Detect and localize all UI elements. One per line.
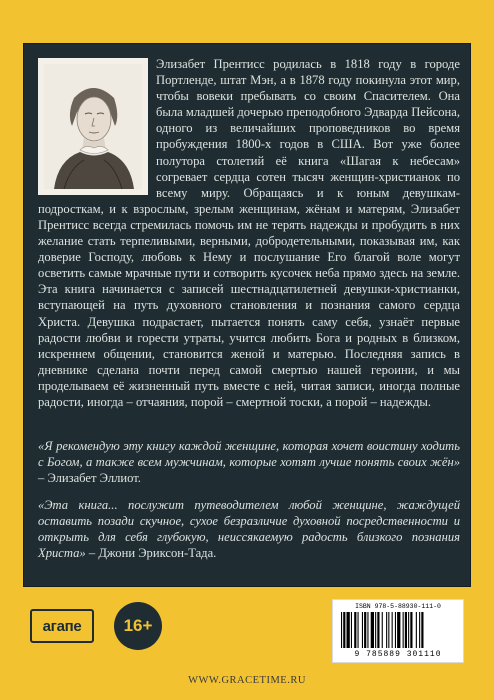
publisher-logo [30, 609, 94, 643]
quote-text: «Эта книга... послужит путеводителем любой женщине, жаждущей оставить позади скучное, сухое безразличие духовной посредственности и открыть для себя глубокую, неиссякаемую радость близкого познания Христа» [38, 498, 460, 561]
quote-author: – Джони Эриксон-Тада. [85, 546, 217, 561]
back-cover-panel [24, 44, 470, 586]
publisher-logo-text: агапе [42, 617, 82, 635]
barcode-number: 9 785889 301110 [354, 650, 442, 659]
quote-author: – Элизабет Эллиот. [38, 471, 141, 486]
isbn-label: ISBN 978-5-88930-111-0 [355, 603, 441, 610]
barcode [332, 599, 464, 663]
quote-tada [38, 497, 460, 561]
website-url: WWW.GRACETIME.RU [188, 675, 306, 686]
author-description [38, 56, 460, 410]
age-rating-badge [114, 602, 162, 650]
quote-text: «Я рекомендую эту книгу каждой женщине, которая хочет воистину ходить с Богом, а также всем мужчинам, которые хотят лучше понять своих жён» [38, 439, 460, 470]
description-text: Элизабет Прентисс родилась в 1818 году в городе Портленде, штат Мэн, а в 1878 году покинула этот мир, чтобы вовеки пребывать со своим Спасителем. Она была младшей дочерью преподобного Эдварда Пейсона, одного из величайших проповедников во время пробуждения 1800-х годов в США. Вот уже более полутора столетий её книга «Шагая к небесам» согревает сердца сотен тысяч женщин-христианок по всему миру. Обращаясь и к юным девушкам-подросткам, и к взрослым, зрелым женщинам, жёнам и матерям, Элизабет Прентисс всегда стремилась помочь им не терять надежды и пробудить в них желание стать терпеливыми, верными, добродетельными, показывая им, как доверие Господу, любовь к Нему и послушание Его благой воле могут осветить самые мрачные пути и сотворить кусочек неба прямо здесь на земле. Эта книга начинается с записей шестнадцатилетней девушки-христианки, вступающей на путь духовного становления и познания самого сердца Христа. Девушка подрастает, пытается понять саму себя, узнаёт первые радости любви и горести утраты, учится любить Бога и родных в близком, искреннем общении, становится женой и матерью. Последняя запись в дневнике сделана почти перед самой смертью нашей героини, и мы проделываем её жизненный путь вместе с ней, читая записи, иногда полные радости, иногда – отчаяния, порой – смертной тоски, а порой – надежды. [38, 57, 460, 409]
barcode-bars [341, 612, 455, 648]
quote-elliot [38, 438, 460, 486]
age-rating-text: 16+ [123, 616, 153, 635]
